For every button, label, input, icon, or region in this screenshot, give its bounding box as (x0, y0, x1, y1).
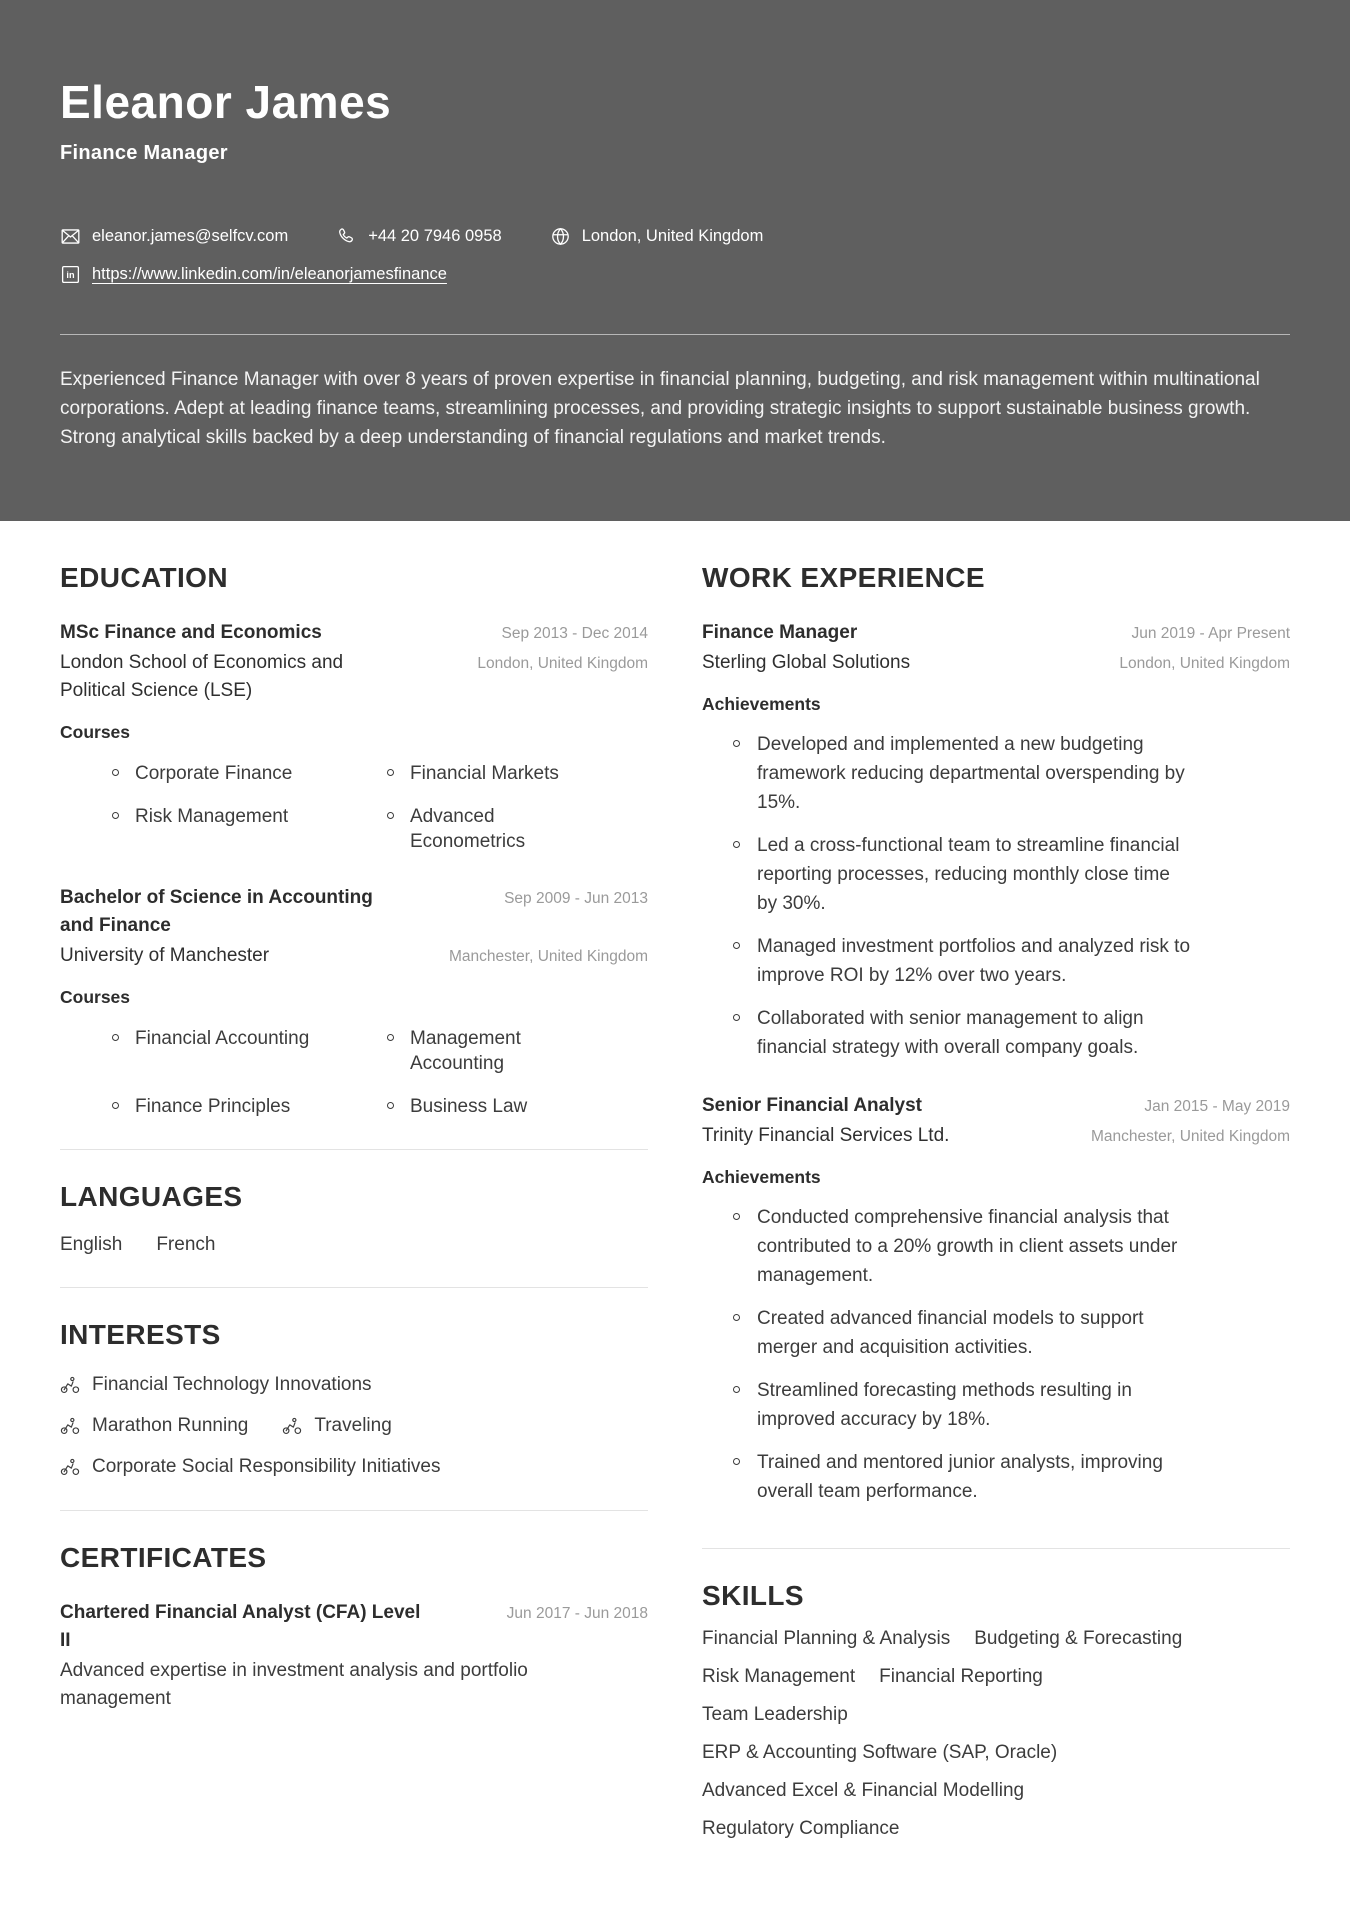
summary-text: Experienced Finance Manager with over 8 years of proven expertise in financial planning, budgeting, and risk management within multinational corporations. Adept at leading finance teams, streamlining processes, and providing strategic insights to support sustainable business growth. Strong analytical skills backed by a deep understanding of financial regulations and market trends. (60, 369, 1260, 448)
education-dates: Sep 2013 - Dec 2014 (501, 625, 648, 642)
skill-item: Regulatory Compliance (702, 1818, 900, 1839)
achievements-list (702, 1203, 1290, 1506)
bullet-icon (387, 1102, 394, 1109)
certificate-dates: Jun 2017 - Jun 2018 (506, 1605, 648, 1622)
certificate-item (60, 1599, 648, 1713)
degree-title: MSc Finance and Economics (60, 622, 322, 643)
email-text: eleanor.james@selfcv.com (92, 227, 289, 245)
courses-list (112, 761, 648, 854)
course-item: Advanced Econometrics (387, 804, 600, 854)
interest-item: Financial Technology Innovations (60, 1372, 372, 1398)
job-location: London, United Kingdom (1119, 655, 1290, 672)
achievement-item: Led a cross-functional team to streamline financial reporting processes, reducing monthly close time by 30%. (702, 831, 1290, 918)
achievement-item: Streamlined forecasting methods resulting in improved accuracy by 18%. (702, 1376, 1290, 1434)
achievement-item: Conducted comprehensive financial analysis that contributed to a 20% growth in client assets under management. (702, 1203, 1290, 1290)
bullet-icon (733, 942, 740, 949)
interest-item: Traveling (282, 1413, 391, 1439)
company-name: Sterling Global Solutions (702, 652, 911, 673)
achievements-list (702, 730, 1290, 1062)
contact-linkedin (60, 264, 447, 285)
bicycle-icon (60, 1457, 80, 1477)
achievement-item: Trained and mentored junior analysts, improving overall team performance. (702, 1448, 1290, 1506)
skill-row (702, 1739, 1290, 1767)
bullet-icon (112, 1102, 119, 1109)
person-job-title: Finance Manager (60, 142, 228, 164)
skills-list (702, 1625, 1290, 1843)
company-name: Trinity Financial Services Ltd. (702, 1125, 950, 1146)
achievements-label: Achievements (702, 1167, 821, 1187)
bicycle-icon (60, 1375, 80, 1395)
achievement-item: Developed and implemented a new budgeting framework reducing departmental overspending by 15%. (702, 730, 1290, 817)
skill-item: ERP & Accounting Software (SAP, Oracle) (702, 1742, 1058, 1763)
interest-item: Marathon Running (60, 1413, 248, 1439)
school-name: London School of Economics and Political Science (LSE) (60, 652, 344, 701)
interest-row (60, 1413, 648, 1439)
job-item (702, 619, 1290, 1062)
course-item: Financial Markets (387, 761, 600, 786)
phone-icon (336, 226, 357, 247)
skill-row (702, 1777, 1290, 1805)
work-experience-heading: WORK EXPERIENCE (702, 562, 985, 593)
bullet-icon (733, 841, 740, 848)
courses-label: Courses (60, 722, 131, 742)
contact-row (60, 226, 1290, 247)
linkedin-link[interactable]: https://www.linkedin.com/in/eleanorjamesfinance (92, 265, 447, 283)
skill-item: Budgeting & Forecasting (974, 1628, 1183, 1649)
school-name: University of Manchester (60, 945, 270, 966)
svg-text:in: in (66, 270, 75, 281)
job-dates: Jun 2019 - Apr Present (1131, 625, 1290, 642)
skill-item: Risk Management (702, 1666, 856, 1687)
job-item (702, 1092, 1290, 1506)
skill-row (702, 1663, 1290, 1691)
certificate-description: Advanced expertise in investment analysis and portfolio management (60, 1660, 528, 1709)
left-column (60, 561, 648, 1843)
courses-list (112, 1026, 648, 1119)
job-title: Finance Manager (702, 622, 858, 643)
skill-row (702, 1815, 1290, 1843)
language-item: French (156, 1234, 216, 1255)
course-item: Management Accounting (387, 1026, 600, 1076)
languages-list (60, 1233, 648, 1257)
achievement-item: Managed investment portfolios and analyzed risk to improve ROI by 12% over two years. (702, 932, 1290, 990)
contact-email (60, 226, 288, 247)
language-item: English (60, 1234, 123, 1255)
section-divider (702, 1548, 1290, 1549)
linkedin-icon (60, 264, 81, 285)
bullet-icon (733, 1213, 740, 1220)
education-item (60, 619, 648, 854)
interest-item: Corporate Social Responsibility Initiatives (60, 1454, 441, 1480)
section-divider (60, 1149, 648, 1150)
bullet-icon (112, 812, 119, 819)
bullet-icon (387, 769, 394, 776)
bullet-icon (112, 769, 119, 776)
certificate-title: Chartered Financial Analyst (CFA) Level II (60, 1602, 421, 1651)
skill-row (702, 1625, 1290, 1653)
degree-title: Bachelor of Science in Accounting and Finance (60, 887, 373, 936)
linkedin-row (60, 264, 1290, 285)
bicycle-icon (282, 1416, 302, 1436)
content-columns (0, 561, 1350, 1843)
skill-row (702, 1701, 1290, 1729)
skill-item: Financial Reporting (879, 1666, 1043, 1687)
education-heading: EDUCATION (60, 562, 228, 593)
course-item: Risk Management (112, 804, 387, 854)
header-divider (60, 334, 1290, 335)
certificates-heading: CERTIFICATES (60, 1542, 267, 1573)
skills-heading: SKILLS (702, 1580, 804, 1611)
skill-item: Team Leadership (702, 1704, 848, 1725)
course-item: Financial Accounting (112, 1026, 387, 1076)
education-dates: Sep 2009 - Jun 2013 (504, 890, 648, 907)
globe-icon (550, 226, 571, 247)
bullet-icon (733, 1458, 740, 1465)
phone-text: +44 20 7946 0958 (368, 227, 502, 245)
bullet-icon (387, 812, 394, 819)
skill-item: Advanced Excel & Financial Modelling (702, 1780, 1025, 1801)
achievement-item: Collaborated with senior management to align financial strategy with overall company goals. (702, 1004, 1290, 1062)
job-dates: Jan 2015 - May 2019 (1144, 1098, 1290, 1115)
bullet-icon (733, 740, 740, 747)
section-divider (60, 1510, 648, 1511)
skill-item: Financial Planning & Analysis (702, 1628, 951, 1649)
header (0, 0, 1350, 521)
right-column (702, 561, 1290, 1843)
contact-location (550, 226, 764, 247)
location-text: London, United Kingdom (581, 227, 764, 245)
interests-heading: INTERESTS (60, 1319, 221, 1350)
achievements-label: Achievements (702, 694, 821, 714)
languages-heading: LANGUAGES (60, 1181, 243, 1212)
bullet-icon (733, 1386, 740, 1393)
bullet-icon (733, 1014, 740, 1021)
achievement-item: Created advanced financial models to support merger and acquisition activities. (702, 1304, 1290, 1362)
education-location: Manchester, United Kingdom (448, 948, 648, 965)
job-location: Manchester, United Kingdom (1090, 1128, 1290, 1145)
email-icon (60, 226, 81, 247)
courses-label: Courses (60, 987, 131, 1007)
education-location: London, United Kingdom (477, 655, 648, 672)
job-title: Senior Financial Analyst (702, 1095, 922, 1116)
section-divider (60, 1287, 648, 1288)
course-item: Finance Principles (112, 1094, 387, 1119)
contact-phone (336, 226, 502, 247)
bullet-icon (733, 1314, 740, 1321)
course-item: Business Law (387, 1094, 600, 1119)
bullet-icon (112, 1034, 119, 1041)
interest-row (60, 1454, 648, 1480)
interest-row (60, 1372, 648, 1398)
bullet-icon (387, 1034, 394, 1041)
bicycle-icon (60, 1416, 80, 1436)
course-item: Corporate Finance (112, 761, 387, 786)
person-name: Eleanor James (60, 76, 392, 128)
education-item (60, 884, 648, 1119)
